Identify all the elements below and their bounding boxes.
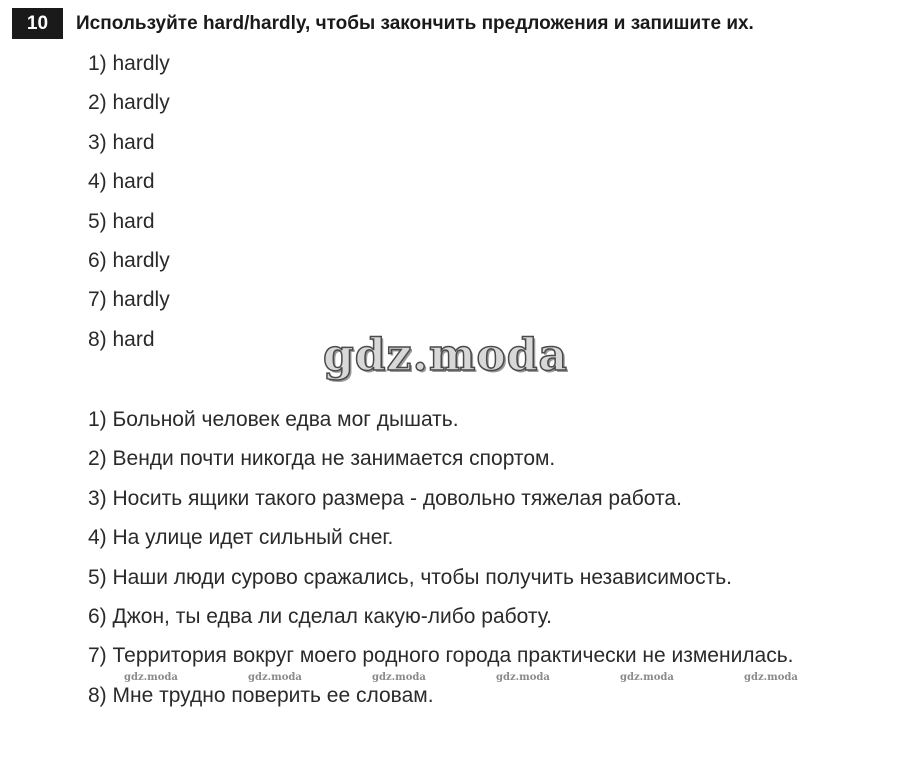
task-header: [12, 8, 754, 39]
translation-item: 3) Носить ящики такого размера - довольно тяжелая работа.: [88, 486, 682, 510]
answer-item: 6) hardly: [88, 248, 170, 272]
task-title: Используйте hard/hardly, чтобы закончить предложения и запишите их.: [76, 12, 754, 34]
answer-item: 3) hard: [88, 130, 155, 154]
translation-item: 8) Мне трудно поверить ее словам.: [88, 683, 434, 707]
watermark-small: gdz.moda: [248, 672, 302, 683]
answer-item: 4) hard: [88, 170, 155, 194]
translation-item: 5) Наши люди сурово сражались, чтобы получить независимость.: [88, 565, 732, 589]
watermark-small: gdz.moda: [496, 672, 550, 683]
watermark-small: gdz.moda: [620, 672, 674, 683]
answer-item: 2) hardly: [88, 91, 170, 115]
translation-item: 2) Венди почти никогда не занимается спортом.: [88, 447, 556, 471]
answer-item: 5) hard: [88, 209, 155, 233]
task-number-badge: 10: [12, 8, 63, 39]
watermark-small: gdz.moda: [372, 672, 426, 683]
answer-list: [88, 47, 170, 362]
watermark-strip: [124, 672, 868, 683]
translation-item: 1) Больной человек едва мог дышать.: [88, 408, 459, 431]
watermark-small: gdz.moda: [124, 672, 178, 683]
answer-item: 8) hard: [88, 327, 155, 351]
answer-item: 1) hardly: [88, 52, 170, 75]
translation-item: 7) Территория вокруг моего родного города практически не изменилась.: [88, 644, 794, 668]
translation-item: 6) Джон, ты едва ли сделал какую-либо работу.: [88, 604, 552, 628]
translation-list: [88, 403, 794, 718]
translation-item: 4) На улице идет сильный снег.: [88, 526, 394, 550]
watermark-small: gdz.moda: [744, 672, 798, 683]
watermark-logo: gdz.moda: [323, 330, 569, 381]
answer-item: 7) hardly: [88, 288, 170, 312]
